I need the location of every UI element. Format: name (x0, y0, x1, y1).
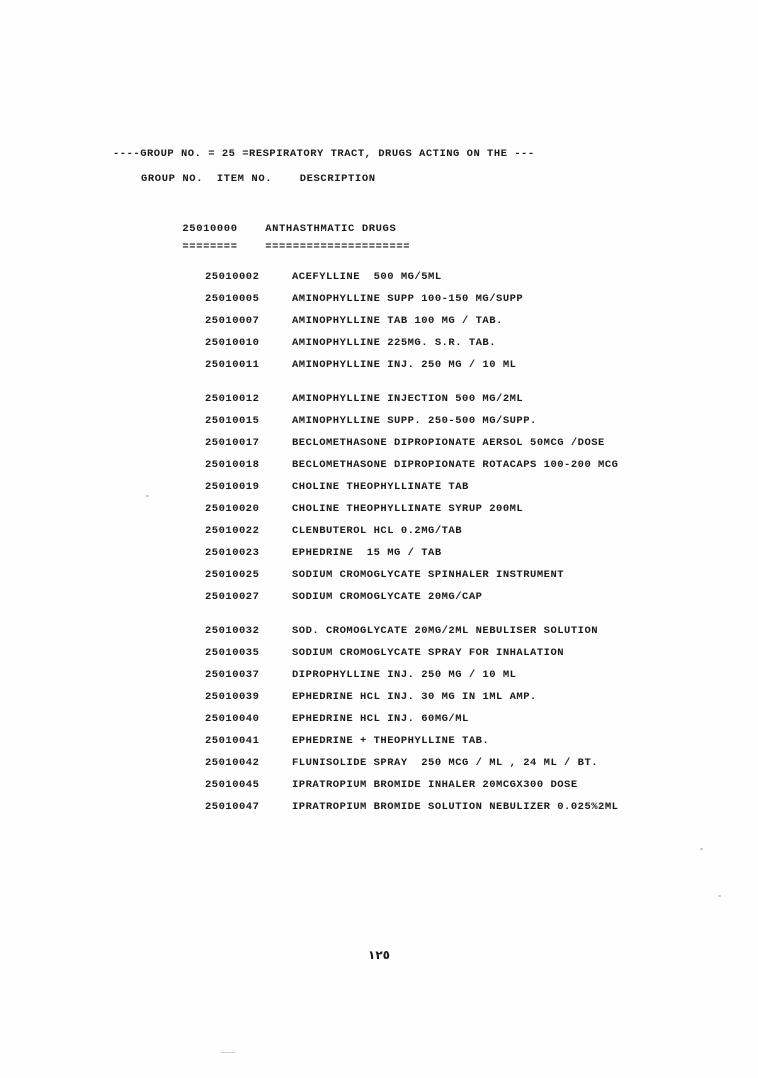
item-code: 25010047 (205, 801, 260, 813)
item-description: SODIUM CROMOGLYCATE 20MG/CAP (292, 591, 483, 603)
section-code: 25010000 (182, 223, 238, 235)
item-row (205, 779, 725, 801)
scan-speck (700, 848, 703, 850)
section-underline (141, 229, 410, 265)
section-underline-title: ===================== (265, 241, 411, 253)
item-code: 25010023 (205, 547, 260, 559)
section-underline-code: ======== (182, 241, 238, 253)
item-description: CHOLINE THEOPHYLLINATE SYRUP 200ML (292, 503, 524, 515)
scan-speck (146, 495, 149, 497)
item-code: 25010010 (205, 337, 260, 349)
item-code: 25010020 (205, 503, 260, 515)
item-row (205, 625, 725, 647)
item-description: IPRATROPIUM BROMIDE SOLUTION NEBULIZER 0.025%2ML (292, 801, 619, 813)
scan-speck (718, 895, 721, 897)
item-row (205, 271, 725, 293)
item-code: 25010042 (205, 757, 260, 769)
item-row (205, 459, 725, 481)
scan-speck (221, 1052, 235, 1053)
item-row (205, 315, 725, 337)
item-code: 25010035 (205, 647, 260, 659)
item-code: 25010022 (205, 525, 260, 537)
item-row (205, 569, 725, 591)
item-code: 25010032 (205, 625, 260, 637)
item-description: SODIUM CROMOGLYCATE SPRAY FOR INHALATION (292, 647, 565, 659)
item-code: 25010037 (205, 669, 260, 681)
item-code: 25010012 (205, 393, 260, 405)
item-row (205, 415, 725, 437)
item-description: BECLOMETHASONE DIPROPIONATE ROTACAPS 100-200 MCG (292, 459, 619, 471)
item-row (205, 757, 725, 779)
item-list (205, 271, 725, 823)
item-description: CLENBUTEROL HCL 0.2MG/TAB (292, 525, 463, 537)
section-underline-spacer (238, 241, 266, 253)
item-description: ACEFYLLINE 500 MG/5ML (292, 271, 442, 283)
item-row (205, 647, 725, 669)
item-row (205, 359, 725, 381)
item-description: SOD. CROMOGLYCATE 20MG/2ML NEBULISER SOLUTION (292, 625, 599, 637)
item-description: AMINOPHYLLINE SUPP. 250-500 MG/SUPP. (292, 415, 537, 427)
item-description: IPRATROPIUM BROMIDE INHALER 20MCGX300 DOSE (292, 779, 578, 791)
item-code: 25010019 (205, 481, 260, 493)
item-row (205, 669, 725, 691)
item-description: AMINOPHYLLINE INJ. 250 MG / 10 ML (292, 359, 517, 371)
item-description: BECLOMETHASONE DIPROPIONATE AERSOL 50MCG /DOSE (292, 437, 605, 449)
item-description: EPHEDRINE + THEOPHYLLINE TAB. (292, 735, 490, 747)
item-description: DIPROPHYLLINE INJ. 250 MG / 10 ML (292, 669, 517, 681)
item-code: 25010025 (205, 569, 260, 581)
item-code: 25010040 (205, 713, 260, 725)
item-code: 25010041 (205, 735, 260, 747)
item-code: 25010018 (205, 459, 260, 471)
item-code: 25010007 (205, 315, 260, 327)
item-code: 25010005 (205, 293, 260, 305)
item-row (205, 503, 725, 525)
item-description: FLUNISOLIDE SPRAY 250 MCG / ML , 24 ML / BT. (292, 757, 599, 769)
item-description: AMINOPHYLLINE TAB 100 MG / TAB. (292, 315, 503, 327)
item-row (205, 713, 725, 735)
page-number: ١٢٥ (368, 948, 390, 962)
item-row (205, 547, 725, 569)
item-code: 25010027 (205, 591, 260, 603)
item-row (205, 481, 725, 503)
item-code: 25010011 (205, 359, 260, 371)
item-code: 25010002 (205, 271, 260, 283)
item-row (205, 393, 725, 415)
item-row (205, 735, 725, 757)
item-code: 25010039 (205, 691, 260, 703)
item-row (205, 591, 725, 613)
column-headers: GROUP NO. ITEM NO. DESCRIPTION (141, 173, 376, 185)
section-title: ANTHASTHMATIC DRUGS (265, 223, 397, 235)
item-description: SODIUM CROMOGLYCATE SPINHALER INSTRUMENT (292, 569, 565, 581)
item-description: EPHEDRINE 15 MG / TAB (292, 547, 442, 559)
item-code: 25010015 (205, 415, 260, 427)
item-code: 25010017 (205, 437, 260, 449)
item-row (205, 801, 725, 823)
item-description: AMINOPHYLLINE INJECTION 500 MG/2ML (292, 393, 524, 405)
item-description: CHOLINE THEOPHYLLINATE TAB (292, 481, 469, 493)
item-description: EPHEDRINE HCL INJ. 30 MG IN 1ML AMP. (292, 691, 537, 703)
item-row (205, 337, 725, 359)
item-description: AMINOPHYLLINE 225MG. S.R. TAB. (292, 337, 497, 349)
group-header-line: ----GROUP NO. = 25 =RESPIRATORY TRACT, DRUGS ACTING ON THE --- (113, 148, 535, 160)
item-description: AMINOPHYLLINE SUPP 100-150 MG/SUPP (292, 293, 524, 305)
item-description: EPHEDRINE HCL INJ. 60MG/ML (292, 713, 469, 725)
item-row (205, 691, 725, 713)
item-row (205, 437, 725, 459)
item-code: 25010045 (205, 779, 260, 791)
item-row (205, 293, 725, 315)
item-row (205, 525, 725, 547)
